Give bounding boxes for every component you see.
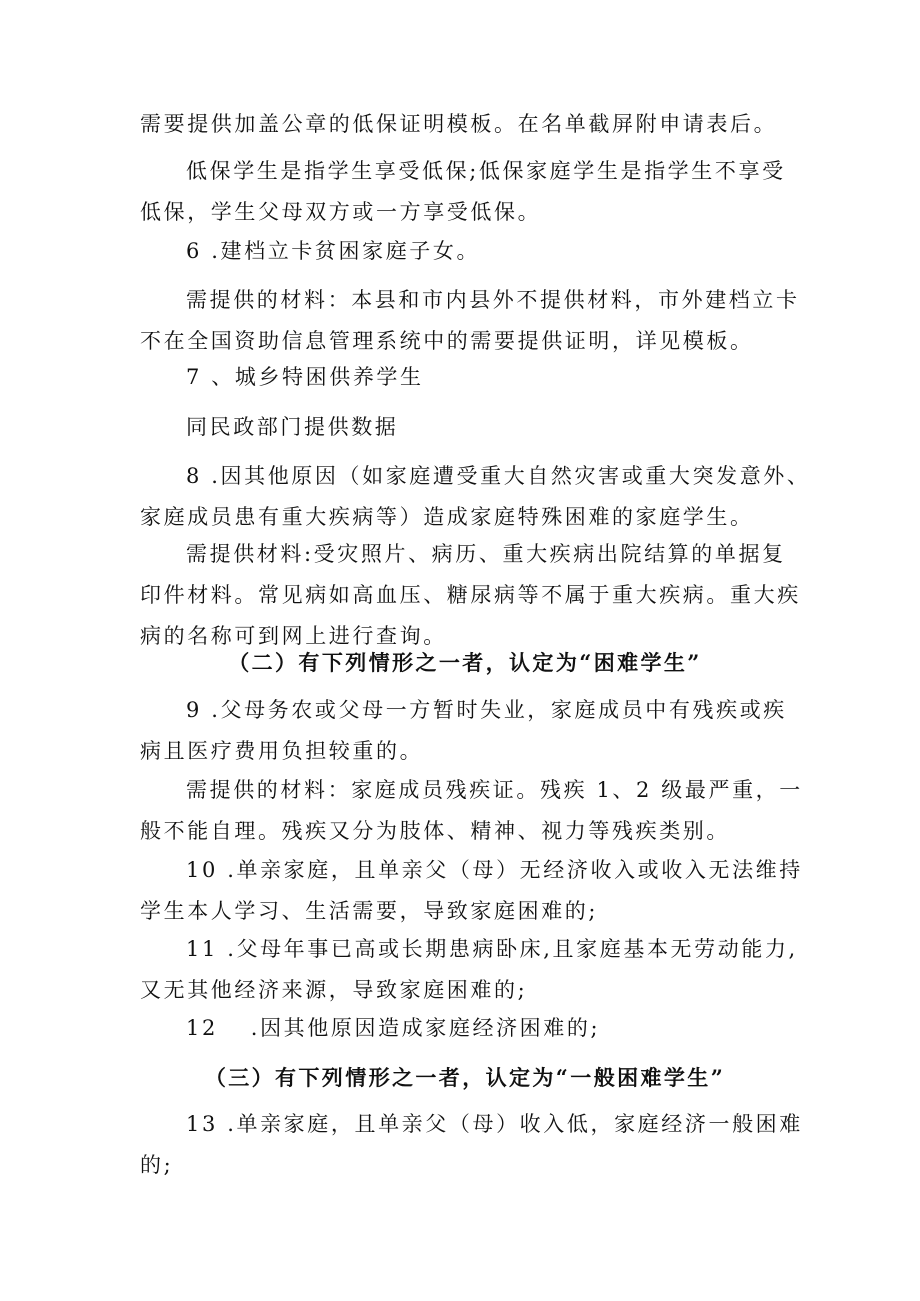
text-line: 低保，学生父母双方或一方享受低保。 — [140, 200, 542, 224]
paragraph-item-8-materials — [140, 534, 801, 657]
text-line: 需提供材料:受灾照片、病历、重大疾病出院结算的单据复 — [186, 542, 786, 566]
text-line: 病且医疗费用负担较重的。 — [140, 739, 424, 763]
text-line: 病的名称可到网上进行查询。 — [140, 624, 447, 648]
text-line: 学生本人学习、生活需要，导致家庭困难的; — [140, 899, 599, 923]
text-line: 般不能自理。残疾又分为肢体、精神、视力等残疾类别。 — [140, 819, 730, 843]
item-6 — [140, 231, 790, 272]
text-line: 9 .父母务农或父母一方暂时失业，家庭成员中有残疾或疾 — [186, 698, 787, 722]
text-line: 印件材料。常见病如高血压、糖尿病等不属于重大疾病。重大疾 — [140, 583, 801, 607]
text-line: 7 、城乡特困供养学生 — [186, 365, 424, 389]
item-12 — [140, 1008, 790, 1049]
paragraph-lowincome-definition — [140, 151, 790, 233]
text-line: 不在全国资助信息管理系统中的需要提供证明，详见模板。 — [140, 329, 754, 353]
text-line: 6 .建档立卡贫困家庭子女。 — [186, 239, 481, 263]
item-10 — [140, 850, 803, 932]
paragraph-lowincome-template — [140, 104, 790, 145]
text-line: 13 .单亲家庭，且单亲父（母）收入低，家庭经济一般困难 — [186, 1112, 803, 1136]
item-7 — [140, 357, 790, 398]
text-line: 同民政部门提供数据 — [186, 415, 399, 439]
paragraph-item-6-materials — [140, 280, 800, 362]
item-11 — [140, 929, 798, 1011]
text-line: 的; — [140, 1153, 174, 1177]
text-line: 家庭成员患有重大疾病等）造成家庭特殊困难的家庭学生。 — [140, 505, 754, 529]
item-13 — [140, 1104, 803, 1186]
paragraph-item-7-data — [140, 407, 790, 448]
text-line: 8 .因其他原因（如家庭遭受重大自然灾害或重大突发意外、 — [186, 464, 811, 488]
text-line: 需提供的材料：家庭成员残疾证。残疾 1、2 级最严重，一 — [186, 778, 803, 802]
item-9 — [140, 690, 790, 772]
text-line: 需提供的材料：本县和市内县外不提供材料，市外建档立卡 — [186, 288, 800, 312]
text-line: 10 .单亲家庭，且单亲父（母）无经济收入或收入无法维持 — [186, 858, 803, 882]
paragraph-item-9-materials — [140, 770, 803, 852]
text-line: 需要提供加盖公章的低保证明模板。在名单截屏附申请表后。 — [140, 112, 778, 136]
section-heading-2: （二）有下列情形之一者，认定为“困难学生” — [228, 650, 702, 675]
text-line: 11 .父母年事已高或长期患病卧床,且家庭基本无劳动能力, — [186, 937, 798, 961]
item-8 — [140, 456, 811, 538]
text-line: 又无其他经济来源，导致家庭困难的; — [140, 978, 528, 1002]
text-line: 12 .因其他原因造成家庭经济困难的; — [186, 1016, 601, 1040]
section-heading-3: （三）有下列情形之一者，认定为“一般困难学生” — [204, 1065, 726, 1090]
text-line: 低保学生是指学生享受低保;低保家庭学生是指学生不享受 — [186, 159, 786, 183]
